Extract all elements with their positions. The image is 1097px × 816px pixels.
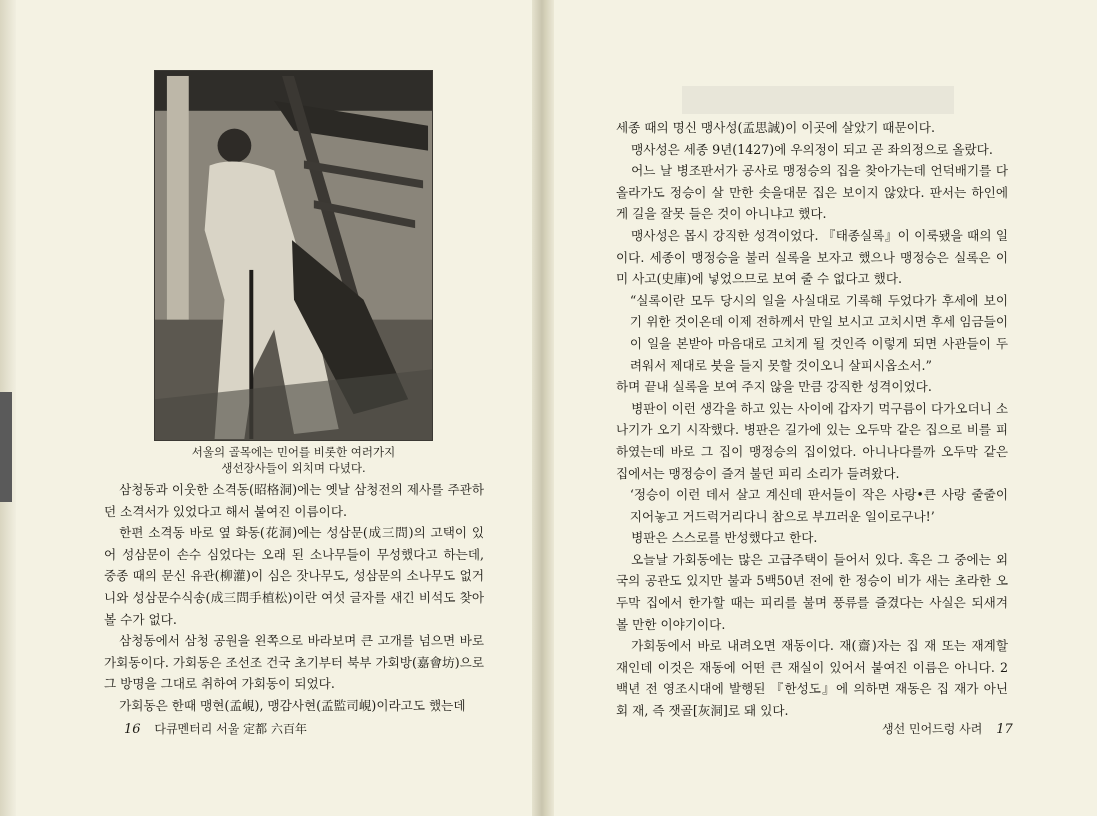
left-footer	[124, 720, 317, 737]
paragraph: 삼청동과 이웃한 소격동(昭格洞)에는 옛날 삼청전의 제사를 주관하던 소격서가 있었다고 해서 붙여진 이름이다.	[104, 482, 484, 519]
paragraph: 삼청동에서 삼청 공원을 왼쪽으로 바라보며 큰 고개를 넘으면 바로 가회동이다. 가회동은 조선조 건국 초기부터 북부 가회방(嘉會坊)으로 그 방명을 그대로 취하여 가회동이 되었다.	[104, 633, 484, 692]
book-gutter	[532, 0, 554, 816]
left-page	[16, 0, 532, 816]
paragraph: 가회동은 한때 맹현(孟峴), 맹감사현(孟監司峴)이라고도 했는데	[119, 697, 466, 713]
paragraph: 맹사성은 세종 9년(1427)에 우의정이 되고 곧 좌의정으로 올랐다.	[631, 141, 993, 157]
caption-line: 생선장사들이 외치며 다녔다.	[221, 461, 366, 475]
paragraph: 세종 때의 명신 맹사성(孟思誠)이 이곳에 살았기 때문이다.	[616, 120, 935, 135]
paragraph: 병판은 스스로를 반성했다고 한다.	[631, 530, 818, 546]
quote-paragraph: “실록이란 모두 당시의 일을 사실대로 기록해 두었다가 후세에 보이기 위한 것이온데 이제 전하께서 만일 보시고 고치시면 후세 임금들이 이 일을 본받아 마음대로 고치게 될 것인즉 이렇게 되면 사관들이 두려워서 제대로 붓을 들지 못할 것이오니 살피시옵소서.”	[629, 292, 1008, 373]
show-through-shadow	[682, 86, 954, 114]
right-footer	[872, 720, 1013, 737]
paragraph: 오늘날 가회동에는 많은 고급주택이 들어서 있다. 혹은 그 중에는 외국의 공관도 있지만 불과 5백50년 전에 한 정승이 비가 새는 초라한 오두막 집에서 한가할 때는 피리를 불며 풍류를 즐겼다는 사실은 되새겨 볼 만한 이야기이다.	[616, 551, 1008, 632]
street-vendor-photo	[154, 70, 433, 441]
quote-paragraph: ‘정승이 이런 데서 살고 계신데 판서들이 작은 사랑•큰 사랑 줄줄이 지어놓고 거드럭거리다니 참으로 부끄러운 일이로구나!’	[629, 487, 1008, 524]
paragraph: 병판이 이런 생각을 하고 있는 사이에 갑자기 먹구름이 다가오더니 소나기가 오기 시작했다. 병판은 길가에 있는 오두막 같은 집으로 비를 피하였는데 바로 그 집이 맹정승의 집이었다. 아니나다를까 오두막 같은 집에서는 맹정승이 즐겨 불던 피리 소리가 들려왔다.	[616, 400, 1008, 481]
left-body-text	[104, 479, 484, 717]
paragraph: 하며 끝내 실록을 보여 주지 않을 만큼 강직한 성격이었다.	[616, 379, 932, 395]
page-number: 16	[124, 722, 141, 737]
page-number: 17	[996, 722, 1013, 737]
page-edge	[0, 0, 16, 816]
right-page	[554, 0, 1084, 816]
caption-line: 서울의 골목에는 민어를 비롯한 여러가지	[191, 445, 396, 459]
photo-caption	[146, 444, 441, 476]
paragraph: 한편 소격동 바로 옆 화동(花洞)에는 성삼문(成三問)의 고택이 있어 성삼문이 손수 심었다는 오래 된 소나무들이 무성했다고 하는데, 중종 때의 문신 유관(柳灌)이 심은 잣나무도, 성삼문의 소나무도 없거니와 성삼문수식송(成三問手植松)이란 여섯 글자를 새긴 비석도 찾아볼 수가 없다.	[104, 525, 484, 627]
running-title: 다큐멘터리 서울 定都 六百年	[154, 722, 307, 736]
edge-tab	[0, 392, 12, 502]
paragraph: 어느 날 병조판서가 공사로 맹정승의 집을 찾아가는데 언덕배기를 다 올라가도 정승이 살 만한 솟을대문 집은 보이지 않았다. 판서는 하인에게 길을 잘못 들은 것이 아니냐고 했다.	[616, 163, 1008, 222]
paragraph: 맹사성은 몹시 강직한 성격이었다. 『태종실록』이 이룩됐을 때의 일이다. 세종이 맹정승을 불러 실록을 보자고 했으나 맹정승은 실록은 이미 사고(史庫)에 넣었으므로 보여 줄 수 없다고 했다.	[616, 227, 1008, 287]
paragraph: 가회동에서 바로 내려오면 재동이다. 재(齋)자는 집 재 또는 재계할 재인데 이것은 재동에 어떤 큰 재실이 있어서 붙여진 이름은 아니다. 2백년 전 영조시대에 발행된 『한성도』에 의하면 재동은 집 재가 아닌 회 재, 즉 잿골[灰洞]로 돼 있다.	[616, 638, 1008, 719]
right-body-text	[616, 117, 1008, 722]
running-title: 생선 민어드렁 사려	[882, 722, 983, 736]
